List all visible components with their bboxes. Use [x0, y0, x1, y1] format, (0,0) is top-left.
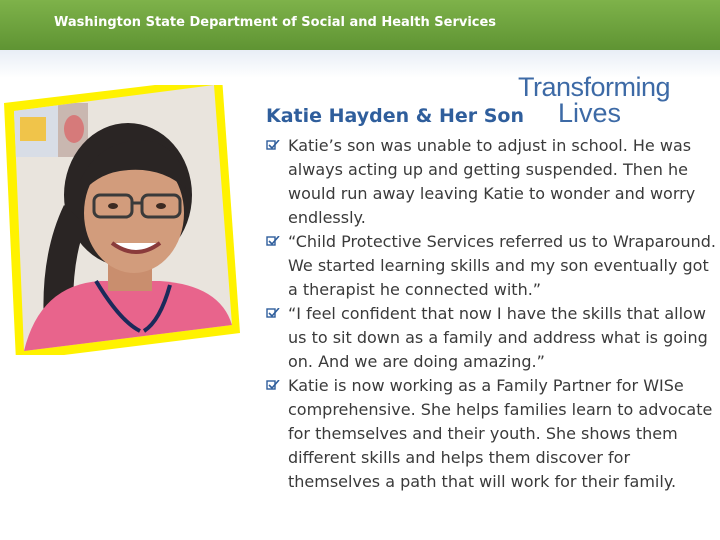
checkbox-bullet-icon	[266, 236, 280, 248]
bullet-text: Katie’s son was unable to adjust in school. He was always acting up and getting suspended. Then he would run away leaving Katie to wonder and worry endlessly.	[288, 136, 696, 227]
bullet-text: “I feel confident that now I have the skills that allow us to sit down as a family and address what is going on. And we are doing amazing.”	[288, 304, 708, 371]
slide-heading: Katie Hayden & Her Son	[266, 105, 525, 127]
header-title: Washington State Department of Social and Health Services	[54, 15, 497, 30]
portrait-photo	[0, 85, 240, 355]
brand-line-2: Lives	[558, 98, 622, 128]
brand-logo	[516, 72, 686, 128]
checkbox-bullet-icon	[266, 308, 280, 320]
bullet-list	[266, 134, 716, 494]
bullet-text: Katie is now working as a Family Partner for WISe comprehensive. She helps families learn to advocate for themselves and their youth. She shows them different skills and helps them discover for themselves a path that will work for their family.	[288, 376, 713, 491]
checkbox-bullet-icon	[266, 140, 280, 152]
bullet-item	[266, 374, 716, 494]
portrait-image	[0, 85, 240, 355]
bullet-text: “Child Protective Services referred us to Wraparound. We started learning skills and my son eventually got a therapist he connected with.”	[288, 232, 716, 299]
bullet-item	[266, 302, 716, 374]
brand-line-1: Transforming	[518, 72, 671, 102]
bullet-item	[266, 134, 716, 230]
header-bar	[0, 0, 720, 50]
checkbox-bullet-icon	[266, 380, 280, 392]
bullet-item	[266, 230, 716, 302]
